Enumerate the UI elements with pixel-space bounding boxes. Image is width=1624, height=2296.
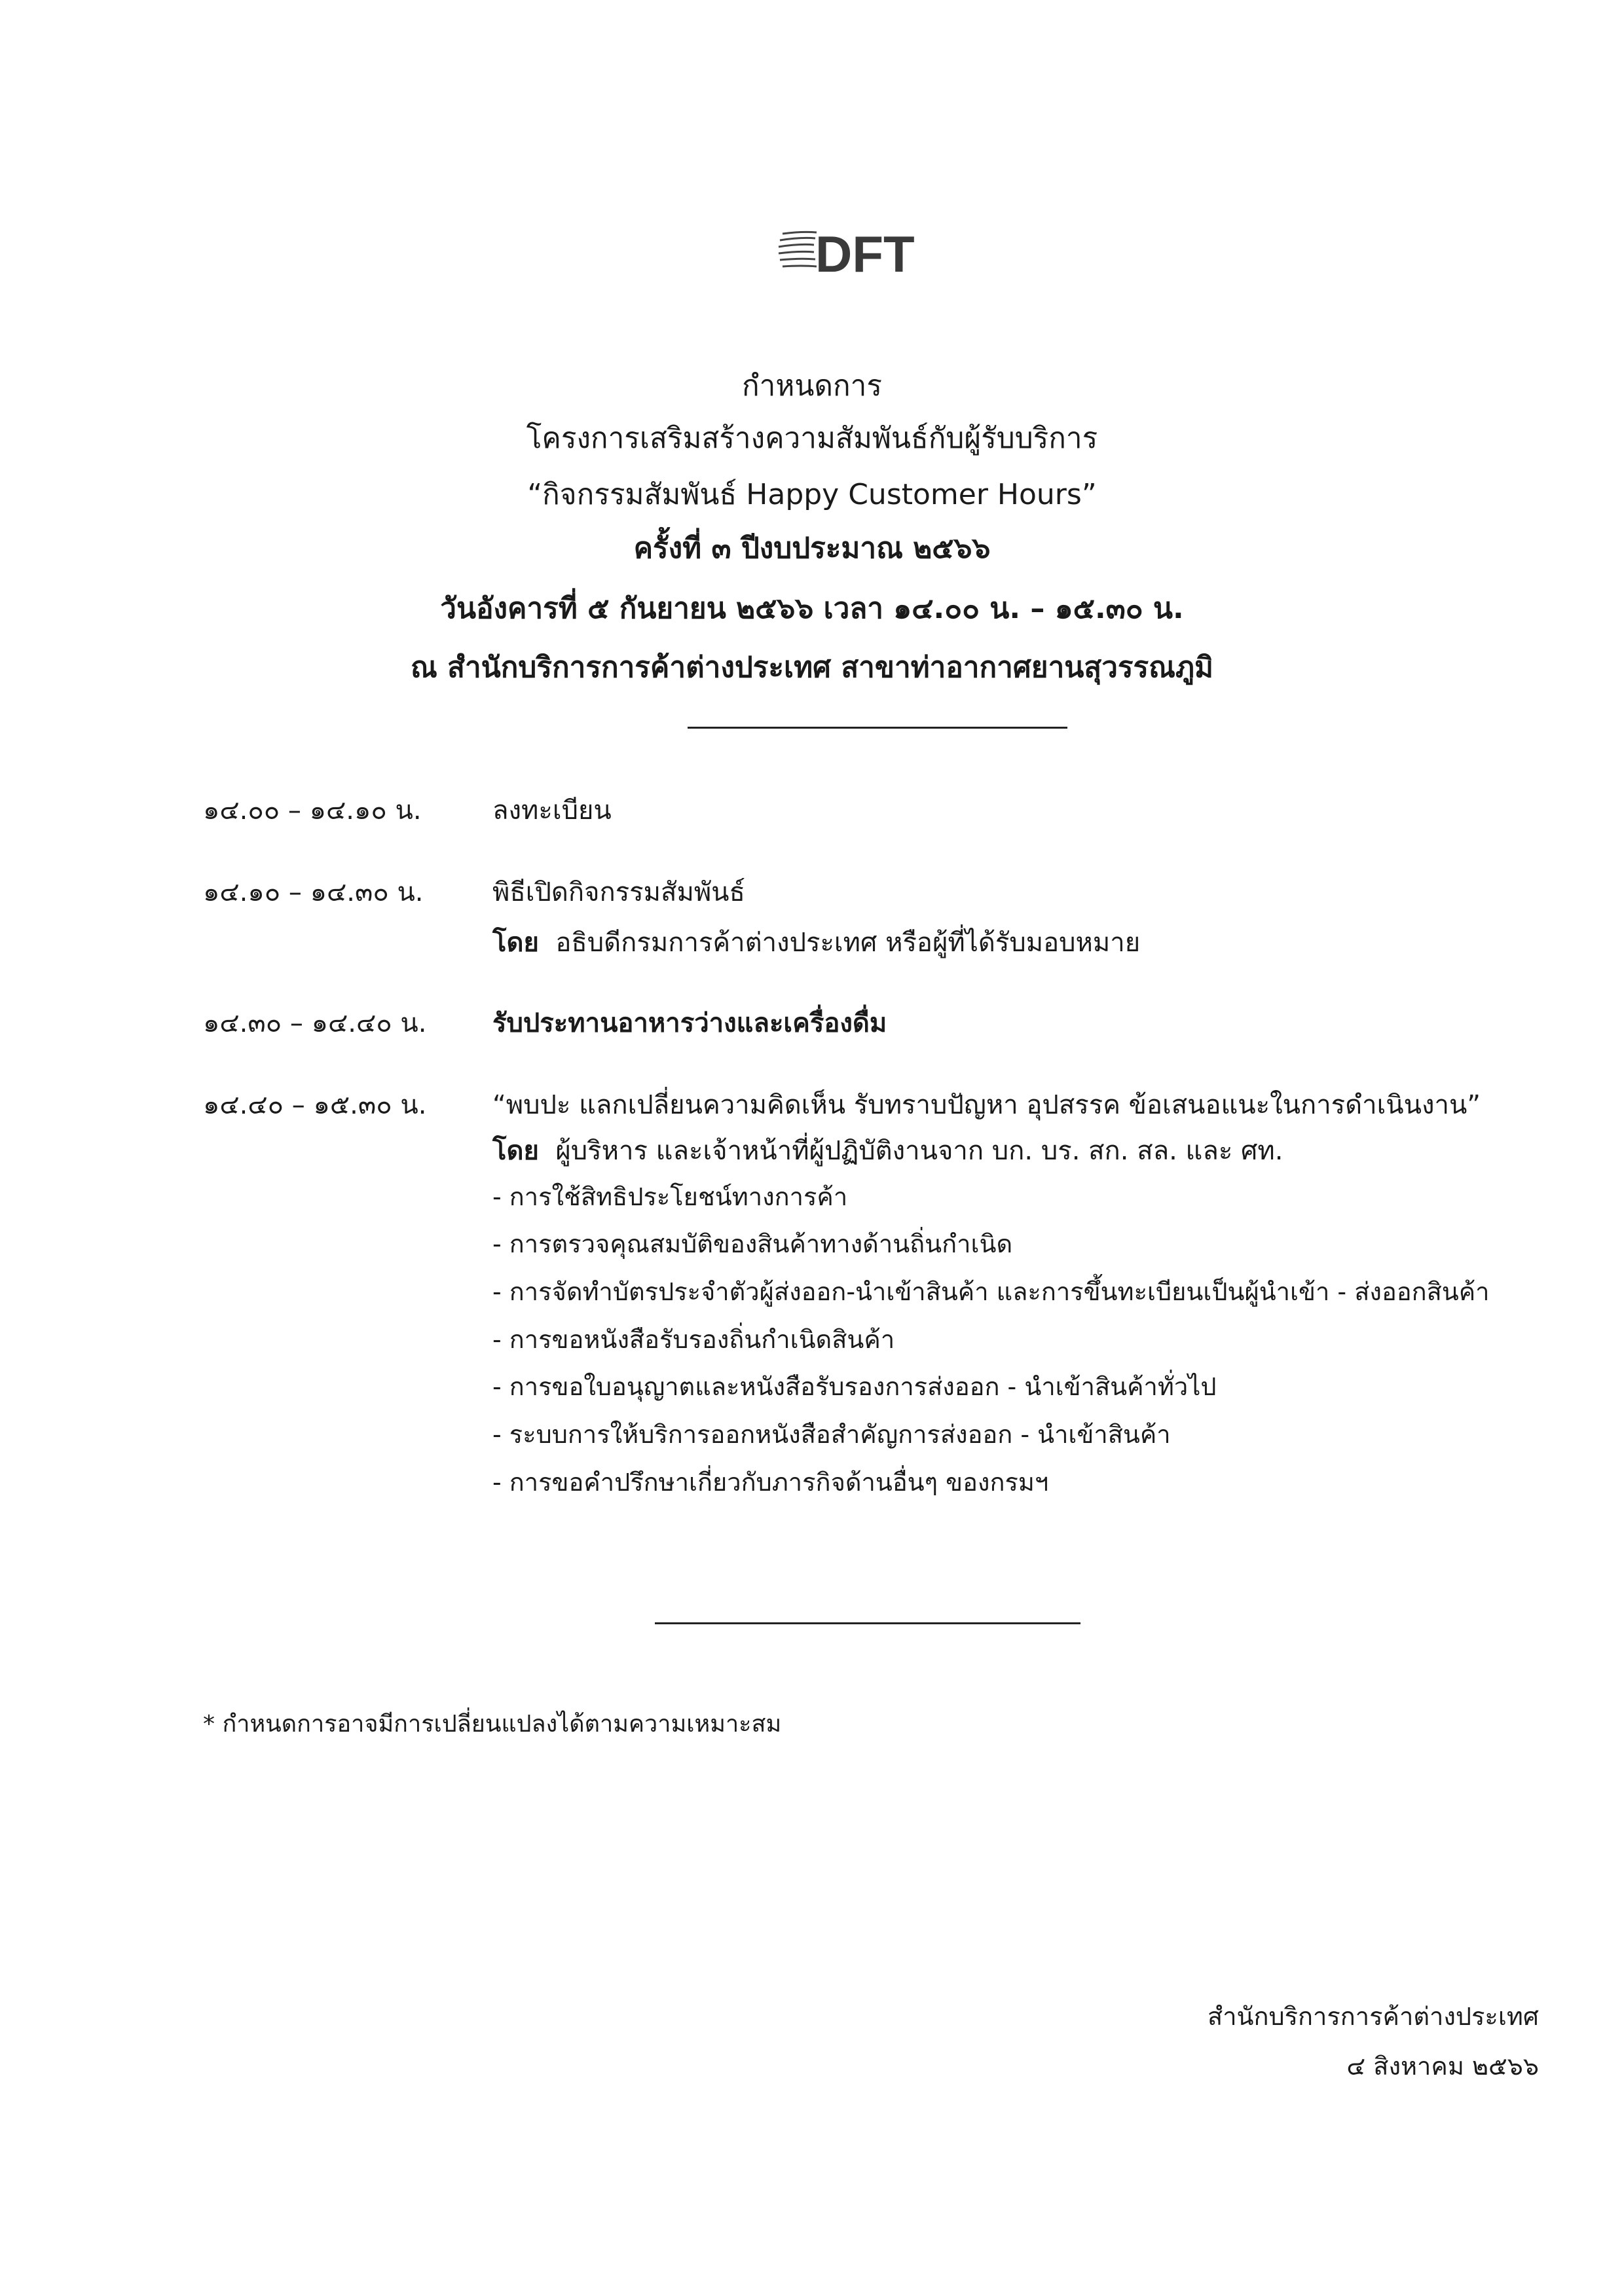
- schedule-title: ลงทะเบียน: [492, 795, 612, 826]
- topic-item: - การขอหนังสือรับรองถิ่นกำเนิดสินค้า: [492, 1325, 895, 1354]
- footnote: * กำหนดการอาจมีการเปลี่ยนแปลงได้ตามความเหมาะสม: [203, 1711, 782, 1738]
- schedule-title: พิธีเปิดกิจกรรมสัมพันธ์: [492, 877, 745, 907]
- heading-date-time: วันอังคารที่ ๕ กันยายน ๒๕๖๖ เวลา ๑๔.๐๐ น. – ๑๕.๓๐ น.: [440, 592, 1184, 625]
- schedule-time: ๑๔.๓๐ – ๑๔.๔๐ น.: [203, 1008, 427, 1038]
- heading-round: ครั้งที่ ๓ ปีงบประมาณ ๒๕๖๖: [633, 532, 991, 565]
- schedule-time: ๑๔.๔๐ – ๑๕.๓๐ น.: [203, 1090, 427, 1120]
- footer-divider: [655, 1622, 1080, 1624]
- heading-agenda: กำหนดการ: [742, 369, 882, 403]
- schedule-time: ๑๔.๐๐ – ๑๔.๑๐ น.: [203, 795, 422, 826]
- svg-text:DFT: DFT: [815, 226, 915, 278]
- topic-item: - การขอใบอนุญาตและหนังสือรับรองการส่งออก - นำเข้าสินค้าทั่วไป: [492, 1372, 1217, 1401]
- schedule-title: “พบปะ แลกเปลี่ยนความคิดเห็น รับทราบปัญหา อุปสรรค ข้อเสนอแนะในการดำเนินงาน”: [492, 1090, 1481, 1120]
- heading-location: ณ สำนักบริการการค้าต่างประเทศ สาขาท่าอากาศยานสุวรรณภูมิ: [410, 651, 1214, 684]
- dft-logo-icon: [776, 226, 972, 278]
- heading-activity: “กิจกรรมสัมพันธ์ Happy Customer Hours”: [527, 478, 1097, 511]
- topic-item: - การจัดทำบัตรประจำตัวผู้ส่งออก-นำเข้าสินค้า และการขึ้นทะเบียนเป็นผู้นำเข้า - ส่งออกสินค้า: [492, 1277, 1490, 1306]
- by-label: โดย: [492, 1136, 539, 1166]
- topic-item: - ระบบการให้บริการออกหนังสือสำคัญการส่งออก - นำเข้าสินค้า: [492, 1420, 1171, 1449]
- topic-item: - การขอคำปรึกษาเกี่ยวกับภารกิจด้านอื่นๆ ของกรมฯ: [492, 1468, 1049, 1497]
- signature-date: ๔ สิงหาคม ๒๕๖๖: [1346, 2052, 1539, 2081]
- schedule-time: ๑๔.๑๐ – ๑๔.๓๐ น.: [203, 877, 424, 907]
- heading-project: โครงการเสริมสร้างความสัมพันธ์กับผู้รับบริการ: [526, 422, 1098, 455]
- by-text: อธิบดีกรมการค้าต่างประเทศ หรือผู้ที่ได้รับมอบหมาย: [555, 928, 1141, 958]
- by-text: ผู้บริหาร และเจ้าหน้าที่ผู้ปฏิบัติงานจาก บก. บร. สก. สล. และ ศท.: [555, 1136, 1283, 1166]
- schedule-title: รับประทานอาหารว่างและเครื่องดื่ม: [492, 1008, 887, 1038]
- header-divider: [688, 727, 1067, 729]
- schedule-by: [492, 1133, 1283, 1169]
- signature-org: สำนักบริการการค้าต่างประเทศ: [1208, 2002, 1539, 2031]
- dft-logo: [776, 226, 972, 278]
- topic-item: - การตรวจคุณสมบัติของสินค้าทางด้านถิ่นกำเนิด: [492, 1230, 1013, 1258]
- by-label: โดย: [492, 928, 539, 958]
- schedule-by: [492, 924, 1140, 961]
- topic-item: - การใช้สิทธิประโยชน์ทางการค้า: [492, 1182, 848, 1211]
